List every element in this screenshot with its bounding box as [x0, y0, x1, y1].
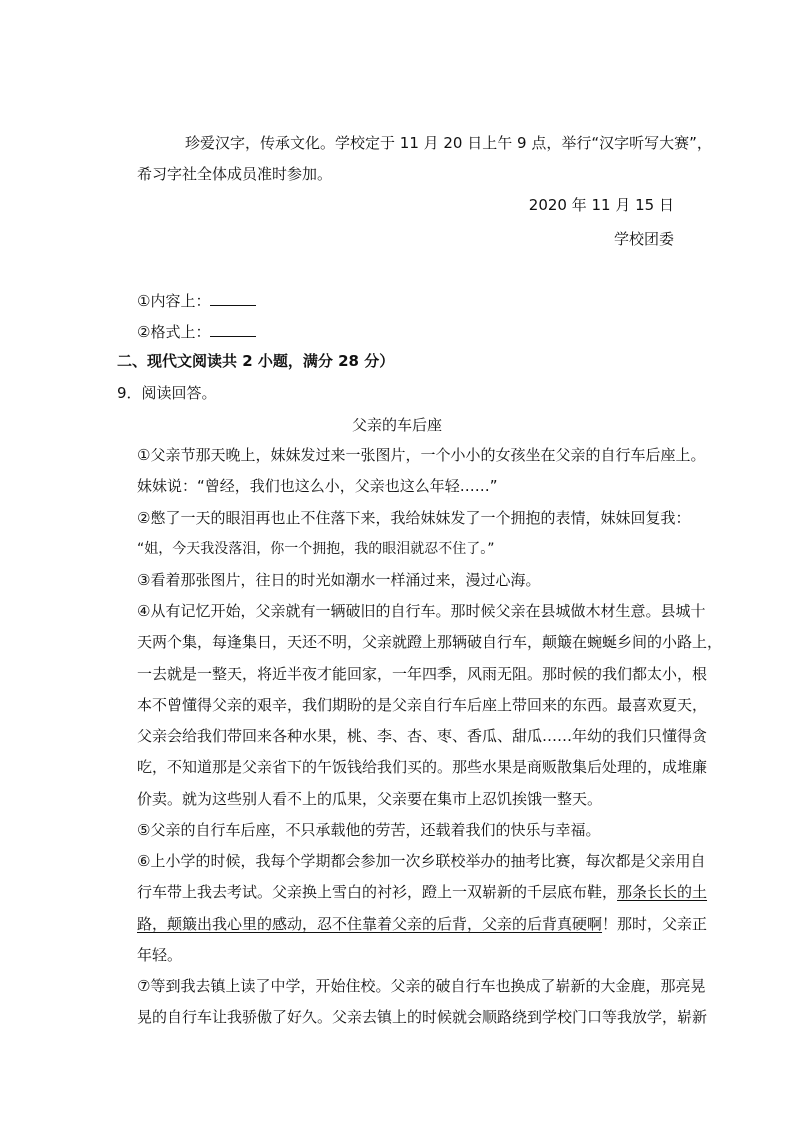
article-title: 父亲的车后座 — [351, 416, 442, 434]
notice-line-2: 希习字社全体成员准时参加。 — [137, 165, 333, 183]
answer-blank-format[interactable] — [210, 321, 256, 337]
answer-blank-content[interactable] — [210, 290, 256, 306]
underlined-text: 路，颠簸出我心里的感动，忍不住靠着父亲的后背，父亲的后背真硬啊 — [137, 915, 603, 933]
article-line: ⑤父亲的自行车后座，不只承载他的劳苦，还载着我们的快乐与幸福。 — [137, 821, 601, 839]
article-line: ⑥上小学的时候，我每个学期都会参加一次乡联校举办的抽考比赛，每次都是父亲用自 — [137, 852, 706, 870]
article-line: 妹妹说：“曾经，我们也这么小，父亲也这么年轻……” — [137, 477, 498, 495]
question-content — [137, 290, 256, 311]
article-line: 一去就是一整天，将近半夜才能回家，一年四季，风雨无阻。那时候的我们都太小，根 — [137, 665, 708, 683]
question-format-label: ②格式上： — [137, 323, 211, 341]
article-line: ④从有记忆开始，父亲就有一辆破旧的自行车。那时候父亲在县城做木材生意。县城十 — [137, 602, 706, 620]
article-line: “姐，今天我没落泪，你一个拥抱，我的眼泪就忍不住了。” — [137, 541, 495, 557]
article-line: 价卖。就为这些别人看不上的瓜果，父亲要在集市上忍饥挨饿一整天。 — [137, 790, 603, 808]
article-line: ⑦等到我去镇上读了中学，开始住校。父亲的破自行车也换成了崭新的大金鹿，那亮晃 — [137, 977, 706, 995]
question-number: 9．阅读回答。 — [117, 384, 217, 402]
underlined-text: 那条长长的土 — [617, 883, 708, 901]
article-text: ！那时，父亲正 — [602, 915, 708, 933]
article-line: 晃的自行车让我骄傲了好久。父亲去镇上的时候就会顺路绕到学校门口等我放学，崭新 — [137, 1008, 708, 1026]
article-line — [137, 914, 707, 934]
notice-date: 2020 年 11 月 15 日 — [528, 196, 674, 214]
article-line: 吃，不知道那是父亲省下的午饭钱给我们买的。那些水果是商贩散集后处理的，成堆廉 — [137, 758, 708, 776]
article-line — [137, 882, 707, 902]
question-format — [137, 321, 256, 342]
notice-signature: 学校团委 — [613, 230, 674, 248]
article-text: 行车带上我去考试。父亲换上雪白的衬衫，蹬上一双崭新的千层底布鞋， — [137, 883, 618, 901]
article-line: ①父亲节那天晚上，妹妹发过来一张图片，一个小小的女孩坐在父亲的自行车后座上。 — [137, 446, 706, 464]
article-line: 年轻。 — [137, 946, 183, 964]
notice-line-1: 珍爱汉字，传承文化。学校定于 11 月 20 日上午 9 点，举行“汉字听写大赛”， — [185, 134, 712, 152]
article-line: 天两个集，每逢集日，天还不明，父亲就蹬上那辆破自行车，颠簸在蜿蜒乡间的小路上， — [137, 633, 723, 651]
article-line: 父亲会给我们带回来各种水果，桃、李、杏、枣、香瓜、甜瓜……年幼的我们只懂得贪 — [137, 727, 708, 745]
article-line: ③看着那张图片，往日的时光如潮水一样涌过来，漫过心海。 — [137, 571, 541, 589]
article-line: 本不曾懂得父亲的艰辛，我们期盼的是父亲自行车后座上带回来的东西。最喜欢夏天， — [137, 696, 708, 714]
article-line: ②憋了一天的眼泪再也止不住落下来，我给妹妹发了一个拥抱的表情，妹妹回复我： — [137, 509, 691, 527]
section-heading: 二、现代文阅读共 2 小题，满分 28 分） — [117, 352, 395, 370]
question-content-label: ①内容上： — [137, 292, 211, 310]
